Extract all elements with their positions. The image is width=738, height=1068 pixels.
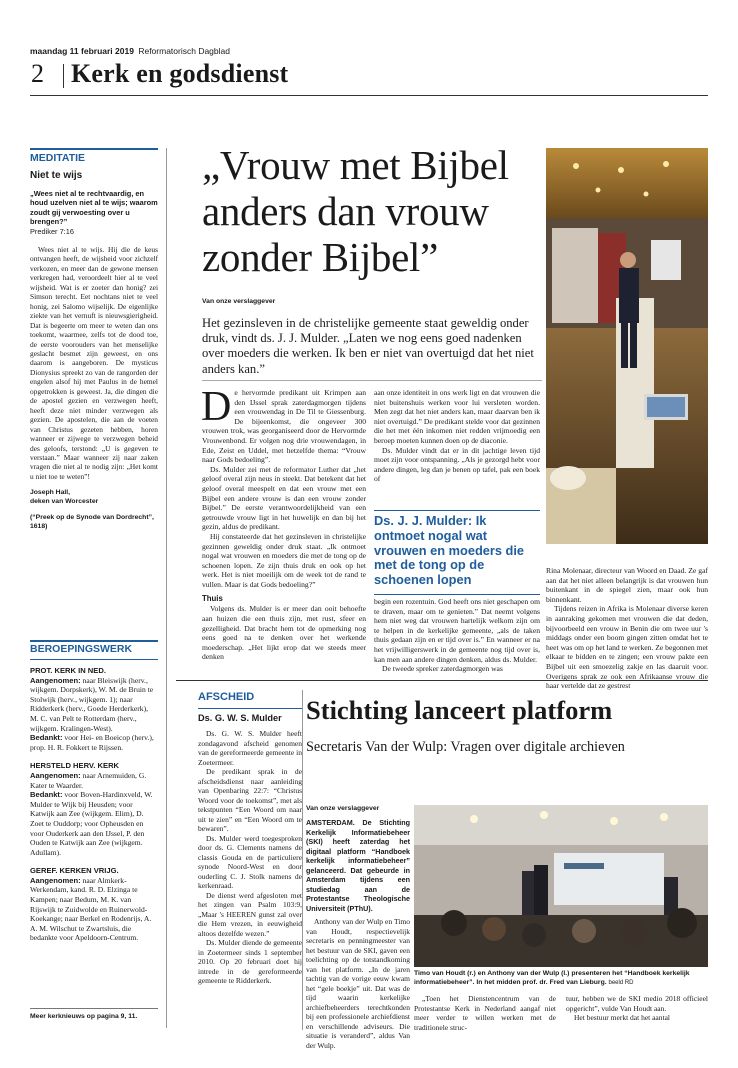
lead-col-1 — [201, 384, 366, 662]
more-news-link[interactable]: Meer kerknieuws op pagina 9, 11. — [30, 1013, 138, 1020]
afscheid-paragraph: De dienst werd afgesloten met het zingen van Psalm 103:9, „Maar 's HEEREN gunst zal over die Hem vrezen, in eeuwigheid altoos dezelfde wezen.” — [198, 890, 302, 938]
lead-intro-rule — [202, 380, 542, 381]
beroep-entry-value: naar Arnemuiden, G. Kater te Waarder. — [30, 770, 147, 790]
lead-subhead: Thuis — [202, 594, 223, 604]
beroep-entry — [30, 676, 158, 734]
stichting-paragraph: Het bestuur merkt dat het aantal — [574, 1013, 671, 1022]
more-news-rule — [30, 1008, 158, 1009]
lead-col-3 — [546, 566, 708, 691]
church-name: HERSTELD HERV. KERK — [30, 761, 120, 771]
lead-headline: „Vrouw met Bijbel anders dan vrouw zonder Bijbel” — [202, 142, 509, 280]
church-name: GEREF. KERKEN VRIJG. — [30, 866, 119, 876]
mid-page-rule — [176, 680, 708, 681]
meditatie-author: Joseph Hall, — [30, 489, 71, 497]
church-name: PROT. KERK IN NED. — [30, 666, 106, 675]
meditatie-label: MEDITATIE — [30, 152, 86, 164]
afscheid-paragraph: Ds. G. W. S. Mulder heeft zondagavond afscheid genomen van de gereformeerde gemeente in Zoetermeer. — [198, 729, 302, 767]
pullquote-bottom-rule — [374, 594, 540, 595]
afscheid-body — [198, 729, 302, 986]
stichting-caption — [414, 970, 708, 988]
beroep-entry — [30, 771, 158, 790]
lead-paragraph: e hervormde predikant uit Krimpen aan den IJssel sprak zaterdagmorgen tijdens een vrouwendag in De Til te Giessenburg. De bijeenkomst, die ongeveer 300 vrouwen trok, was georganiseerd door de Hervormde Vrouwenbond. Er volgen nog drie vrouwendagen, in Ede, Zeist en Uddel, met hetzelfde thema: “Vrouw naar Gods bedoeling”. — [202, 388, 366, 465]
beroepingswerk-box — [30, 643, 158, 943]
stichting-paragraph: „Toen het Dienstencentrum van de Protestantse Kerk in Nederland aangaf niet meer verder te willen werken met de traditionele struc- — [414, 994, 556, 1032]
beroep-entry-key: Aangenomen: — [30, 770, 81, 780]
pullquote-top-rule — [374, 510, 540, 511]
lead-paragraph: Ds. Mulder vindt dat er in dit jachtige leven tijd moet zijn voor ontspanning. „Als je gezorgd hebt voor andere dingen, leg dan je benen op tafel, pak een boek of — [374, 445, 540, 484]
afscheid-paragraph: De predikant sprak in de afscheidsdienst naar aanleiding van Openbaring 22:7: “Christus Woord voor de toekomst”, met als tekstpunten “Een Woord om naar uit te zien” en “Een Woord om te bewaren”. — [198, 767, 302, 833]
beroep-entry-value: voor Hei- en Boeicop (herv.), prop. H. R. Fokkert te Rijssen. — [30, 733, 154, 752]
meditatie-top-rule — [30, 148, 158, 150]
lead-paragraph: aan onze identiteit in ons werk ligt en dat vrouwen die niet buitenshuis werken voor lui versleten worden. Men zegt dat het niet anders kan, maar daarvan ben ik niet overtuigd.” De predikant stelde voor dat gezinnen die het met één inkomen niet redden vrijmoedig een beroep moeten kunnen doen op de diaconie. — [374, 388, 540, 445]
lead-col-2 — [374, 388, 540, 484]
stichting-col-3 — [566, 994, 708, 1023]
beroep-entry — [30, 876, 158, 943]
stichting-byline: Van onze verslaggever — [306, 805, 380, 812]
afscheid-divider — [302, 690, 303, 1030]
lead-col-2b — [374, 597, 540, 674]
stichting-paragraph: tuur, hebben we de SKI medio 2018 officieel opgericht”, vulde Van Houdt aan. — [566, 994, 708, 1013]
stichting-lead: AMSTERDAM. De Stichting Kerkelijk Informatiebeheer (SKI) heeft zaterdag het digitaal platform “Handboek kerkelijk informatiebeheer” gelanceerd. Dat gebeurde in Amsterdam tijdens een studiedag aan de Protestantse Theologische Universiteit (PThU). — [306, 818, 410, 913]
afscheid-title: Ds. G. W. S. Mulder — [198, 713, 282, 723]
lead-photo — [546, 148, 708, 544]
meditatie-source: (“Preek op de Synode van Dordrecht”, 1618) — [30, 514, 154, 531]
presentation-photo — [414, 805, 708, 967]
stichting-headline: Stichting lanceert platform — [306, 695, 613, 725]
meditatie-quote: „Wees niet al te rechtvaardig, en houd uzelven niet al te wijs; waarom zoudt gij verwoesting over u brengen?” — [30, 189, 158, 227]
lead-paragraph: Tijdens reizen in Afrika is Molenaar diverse keren in aanraking gekomen met vrouwen die dat deden, bijvoorbeeld een vrouw in Benin die om twee uur 's middags onder een boom gingen zitten omdat het te heet was om op het land te werken. Ze begonnen met elkaar te bidden en te zingen; een vrouw pakte een Bijbel uit een smoezelig zakje en las daaruit voor. Overigens sprak ze ook een Afrikaanse vrouw die haar vertelde dat ze gestrest — [546, 604, 708, 691]
date: maandag 11 februari 2019 — [30, 46, 134, 56]
beroepingswerk-sub-rule — [30, 659, 158, 660]
beroep-entry — [30, 790, 158, 857]
header-rule — [30, 95, 708, 96]
beroepingswerk-top-rule — [30, 640, 158, 642]
dropcap: D — [201, 384, 232, 430]
lead-byline: Van onze verslaggever — [202, 298, 276, 305]
beroep-entry — [30, 733, 158, 752]
afscheid-rule — [198, 708, 302, 709]
lead-paragraph: De tweede spreker zaterdagmorgen was — [382, 664, 503, 674]
page-number: 2 — [31, 59, 44, 88]
beroepingswerk-block — [30, 866, 158, 943]
beroepingswerk-block — [30, 666, 158, 752]
afscheid-label: AFSCHEID — [198, 691, 255, 703]
meditatie-quote-ref: Prediker 7:16 — [30, 226, 74, 236]
meditatie-author-role: deken van Worcester — [30, 498, 99, 506]
afscheid-paragraph: Ds. Mulder werd toegesproken door ds. G. Clements namens de classis Gouda en de particuliere synode Noord-West en door ouderling C. J. Stolk namens de kerkenraad. — [198, 833, 302, 890]
lead-paragraph: Hij constateerde dat het gezinsleven in christelijke gezinnen geweldig onder druk staat. „Ik ontmoet nogal wat vrouwen en moeders die met de tong op de schoenen lopen. Ze zijn thuis druk en ook op het werk. Het is niet moeilijk om de week tot de rand te vullen. Maar is dat Gods bedoeling?” — [202, 531, 366, 589]
caption-text: Timo van Houdt (r.) en Anthony van der Wulp (l.) presenteren het “Handboek kerkelijk informatiebeheer”. In het midden prof. dr. Fred van Lieburg. — [414, 970, 690, 986]
left-column-divider — [166, 148, 167, 1028]
lead-intro: Het gezinsleven in de christelijke gemeente staat geweldig onder druk, vindt ds. J. J. Mulder. „Laten we nog eens goed nadenken over moeders die werken. Ik ben er niet van overtuigd dat het niet anders kan.” — [202, 316, 534, 376]
stichting-paragraph: Anthony van der Wulp en Timo van Houdt, respectievelijk secretaris en penningmeester van het bestuur van de SKI, gaven een toelichting op de totstandkoming van het platform. „In de jaren tachtig van de vorige eeuw kwam het “gele boekje” uit. Dat was de tijd waarin kerkelijke archiefbeheerders terechtkonden bij een professionele archiefdienst en verschillende adviseurs. Die situatie is veranderd”, aldus Van der Wulp. — [306, 917, 410, 1050]
stichting-subheadline: Secretaris Van der Wulp: Vragen over digitale archieven — [306, 739, 625, 755]
lecture-hall-photo — [546, 148, 708, 544]
meditatie-box — [30, 152, 158, 531]
meditatie-body: Wees niet al te wijs. Hij die de keus ontvangen heeft, de wijsheid voor zichzelf verkozen, en meer dan de gewone mensen verkregen had, veroordeelt hier al te veel wijsheid. Wat is er zoeter dan honig? zei Simson terecht. Eet nochtans niet te veel honig, zei Salomo wijselijk. De eigenlijke ziekte van het vernuft is nieuwsgierigheid. Dat is begeerte om meer te weten dan ons toekomt, waarmee, zelfs tot de dood toe, de eerste voorouders van het menselijke geslacht besmet zijn geweest, en ons daarom is aangeboren. De mysticus Dionysius spreekt zo van de rangorden der engelen alsof hij met Paulus in de hemel opgetrokken is geweest. Ja, die dingen die de apostel gezien en verzwegen heeft, heeft deze niet minder verzwegen als gezien. De apostelen, die aan de voeten van Christus gezeten hebben, horen wanneer er zijwege te verzwegen beheid des geloofs, terstond: „U is gegeven te verstaan.” Maar wanneer zij naar zaken vragen die niet al te nodig zijn: „Het komt u niet toe te weten”! — [30, 245, 158, 481]
beroep-entry-value: naar Almkerk-Werkendam, kand. R. D. Elzinga te Kampen; naar Bedum, M. K. van Rijswijk te Zuidwolde en Ruinerwold-Koekange; naar Berkel en Rodenrijs, A. A. M. Wilschut te Zwartsluis, die bedankte voor Apeldoorn-Centrum. — [30, 875, 152, 943]
lead-paragraph: Ds. Mulder zei met de reformator Luther dat „het geloof overal zijn neus in steekt. Dat betekent dat het geloof overal meespelt en dat een vrouw met een Bijbel een andere vrouw is dan een vrouw zonder Bijbel.” De eerste verantwoordelijkheid van een getrouwde vrouw ligt in het huwelijk en dan bij het gezin, aldus de predikant. — [202, 464, 366, 532]
lead-paragraph: Rina Molenaar, directeur van Woord en Daad. Ze gaf aan dat het niet alleen belangrijk is dat vrouwen hun buitenkant in de spiegel zien, maar ook hun binnenkant. — [546, 566, 708, 604]
beroepingswerk-block — [30, 761, 158, 857]
stichting-col-2 — [414, 994, 556, 1032]
lead-paragraph: Volgens ds. Mulder is er meer dan ooit behoefte aan huizen die een thuis zijn, met rust, sfeer en gezelligheid. Dat bracht hem tot de opmerking nog eens goed na te denken over het werkende moederschap. „Het lijkt erop dat we steeds meer denken — [202, 604, 366, 662]
stichting-photo — [414, 805, 708, 967]
beroep-entry-value: naar Bleiswijk (herv., wijkgem. Dorpskerk), W. M. de Bruin te Stolwijk (herv., wijkgem. 1); naar Ridderkerk (herv., Goede Herderkerk), M. C. van Pelt te Rotterdam (herv., wijkgem. Kralingen-West). — [30, 675, 154, 733]
lead-paragraph: begin een rozentuin. God heeft ons niet geschapen om te draven, maar om te genieten.” Dat neemt volgens hem niet weg dat vrouwen hartelijk welkom zijn om te helpen in de kerkelijke gemeente, „als de taken thuis gedaan zijn en er tijd over is.” En wanneer er na het vrijwilligerswerk in de gemeente nog tijd over is, kan men aan andere dingen denken, aldus ds. Mulder. — [374, 597, 540, 664]
meditatie-title: Niet te wijs — [30, 170, 83, 181]
afscheid-box — [198, 690, 302, 986]
pullquote: Ds. J. J. Mulder: Ik ontmoet nogal wat vrouwen en moeders die met de tong op de schoenen lopen — [374, 513, 525, 588]
beroep-entry-key: Bedankt: — [30, 790, 63, 800]
photo-credit: beeld RD — [608, 979, 634, 986]
header-divider — [63, 64, 64, 88]
afscheid-paragraph: Ds. Mulder diende de gemeente in Zoetermeer sinds 1 september 2010. Op 20 februari doet hij intrede in de gereformeerde gemeente te Ridderkerk. — [198, 938, 302, 985]
stichting-col-1 — [306, 818, 410, 1050]
beroepingswerk-label: BEROEPINGSWERK — [30, 643, 133, 655]
beroep-entry-value: voor Boven-Hardinxveld, W. Mulder te Wijk bij Heusden; voor Katwijk aan Zee (wijkgem. Elim), D. Zoet te Ouddorp; voor Opheusden en voor Ouderkerk aan den IJssel, P. den Ouden te Katwijk aan Zee (wijkgem. Adullam). — [30, 790, 153, 857]
beroep-entry-key: Aangenomen: — [30, 675, 81, 685]
beroep-entry-key: Bedankt: — [30, 733, 63, 743]
section-title: Kerk en godsdienst — [71, 59, 289, 88]
beroep-entry-key: Aangenomen: — [30, 875, 81, 885]
paper-name: Reformatorisch Dagblad — [138, 46, 230, 56]
dateline — [30, 46, 230, 56]
